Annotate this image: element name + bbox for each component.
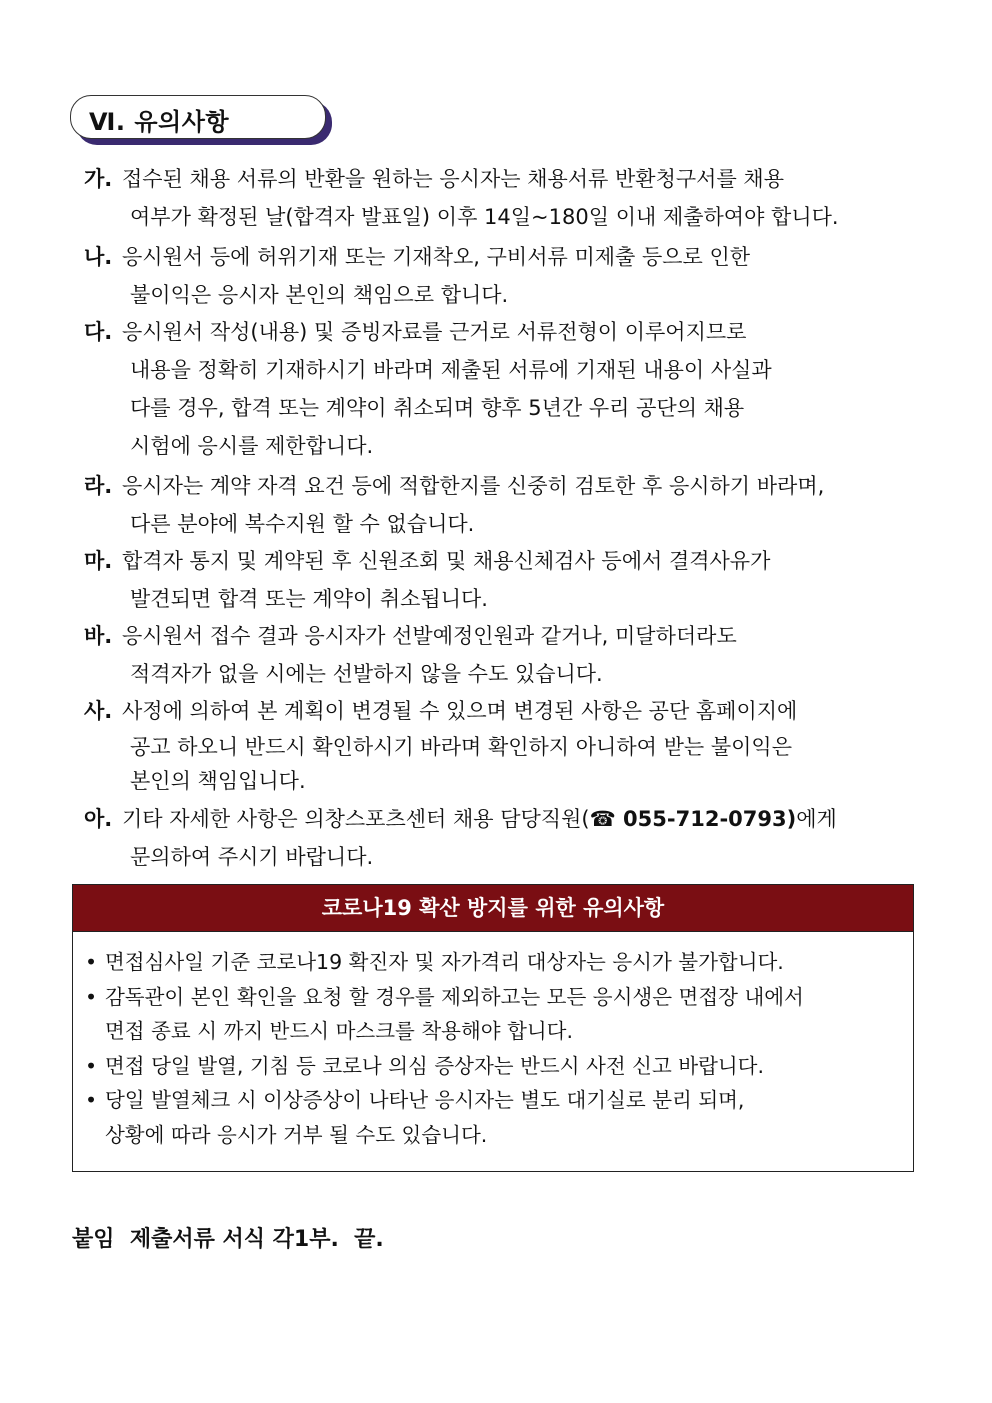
item-text: 여부가 확정된 날(합격자 발표일) 이후 14일~180일 이내 제출하여야 합니다.: [130, 205, 839, 229]
item-text: 다른 분야에 복수지원 할 수 없습니다.: [130, 512, 475, 536]
list-item: [84, 467, 884, 543]
item-text: 본인의 책임입니다.: [130, 769, 306, 793]
item-text: 접수된 채용 서류의 반환을 원하는 응시자는 채용서류 반환청구서를 채용: [122, 167, 784, 191]
bullet-icon: •: [85, 984, 98, 1009]
item-text: 내용을 정확히 기재하시기 바라며 제출된 서류에 기재된 내용이 사실과: [130, 358, 772, 382]
notice-item-text: 면접 당일 발열, 기침 등 코로나 의심 증상자는 반드시 사전 신고 바랍니다.: [105, 1053, 764, 1078]
list-item: [84, 617, 884, 693]
item-text: 다를 경우, 합격 또는 계약이 취소되며 향후 5년간 우리 공단의 채용: [130, 396, 745, 420]
list-item: [84, 800, 884, 876]
section-heading: [70, 95, 326, 139]
list-item: [84, 542, 884, 618]
notice-header: 코로나19 확산 방지를 위한 유의사항: [73, 885, 913, 932]
item-marker: 바.: [84, 624, 113, 648]
list-item: [84, 160, 884, 236]
covid-notice-box: [72, 884, 914, 1172]
phone-number: 055-712-0793): [615, 807, 797, 831]
item-marker: 마.: [84, 549, 113, 573]
item-text: 응시원서 작성(내용) 및 증빙자료를 근거로 서류전형이 이루어지므로: [122, 320, 747, 344]
item-text: 공고 하오니 반드시 확인하시기 바라며 확인하지 아니하여 받는 불이익은: [130, 735, 792, 759]
item-text: 문의하여 주시기 바랍니다.: [130, 845, 374, 869]
section-title: Ⅵ. 유의사항: [89, 108, 230, 136]
notice-list: [85, 945, 915, 1152]
list-item: [84, 692, 884, 798]
item-text: 응시원서 등에 허위기재 또는 기재착오, 구비서류 미제출 등으로 인한: [122, 245, 751, 269]
notice-item-text: 면접 종료 시 까지 반드시 마스크를 착용해야 합니다.: [105, 1019, 573, 1043]
item-marker: 사.: [84, 699, 113, 723]
list-item: [84, 238, 884, 314]
notice-item-text: 상황에 따라 응시가 거부 될 수도 있습니다.: [105, 1122, 488, 1147]
list-item: [84, 313, 884, 465]
item-marker: 다.: [84, 320, 113, 344]
notice-item-text: 감독관이 본인 확인을 요청 할 경우를 제외하고는 모든 응시생은 면접장 내에서: [105, 984, 804, 1009]
notice-item-text: 면접심사일 기준 코로나19 확진자 및 자가격리 대상자는 응시가 불가합니다.: [105, 950, 784, 974]
item-text: 기타 자세한 사항은 의창스포츠센터 채용 담당직원(: [122, 807, 590, 831]
item-text: 발견되면 합격 또는 계약이 취소됩니다.: [130, 587, 488, 611]
bullet-icon: •: [85, 1088, 98, 1112]
item-text: 응시원서 접수 결과 응시자가 선발예정인원과 같거나, 미달하더라도: [122, 624, 737, 648]
phone-icon: ☎: [589, 807, 616, 831]
attachment-note: 붙임 제출서류 서식 각1부. 끝.: [72, 1227, 384, 1252]
item-marker: 가.: [84, 167, 113, 191]
item-text: 불이익은 응시자 본인의 책임으로 합니다.: [130, 283, 509, 307]
item-text: 응시자는 계약 자격 요건 등에 적합한지를 신중히 검토한 후 응시하기 바라며,: [122, 474, 825, 498]
item-marker: 라.: [84, 474, 113, 498]
item-marker: 나.: [84, 245, 113, 269]
item-text: 사정에 의하여 본 계획이 변경될 수 있으며 변경된 사항은 공단 홈페이지에: [122, 699, 798, 723]
item-marker: 아.: [84, 807, 113, 831]
item-text: 에게: [796, 807, 837, 831]
item-text: 적격자가 없을 시에는 선발하지 않을 수도 있습니다.: [130, 662, 603, 686]
item-text: 합격자 통지 및 계약된 후 신원조회 및 채용신체검사 등에서 결격사유가: [122, 549, 771, 573]
notice-item-text: 당일 발열체크 시 이상증상이 나타난 응시자는 별도 대기실로 분리 되며,: [105, 1088, 745, 1112]
item-text: 시험에 응시를 제한합니다.: [130, 434, 374, 458]
bullet-icon: •: [85, 950, 98, 974]
bullet-icon: •: [85, 1053, 98, 1078]
